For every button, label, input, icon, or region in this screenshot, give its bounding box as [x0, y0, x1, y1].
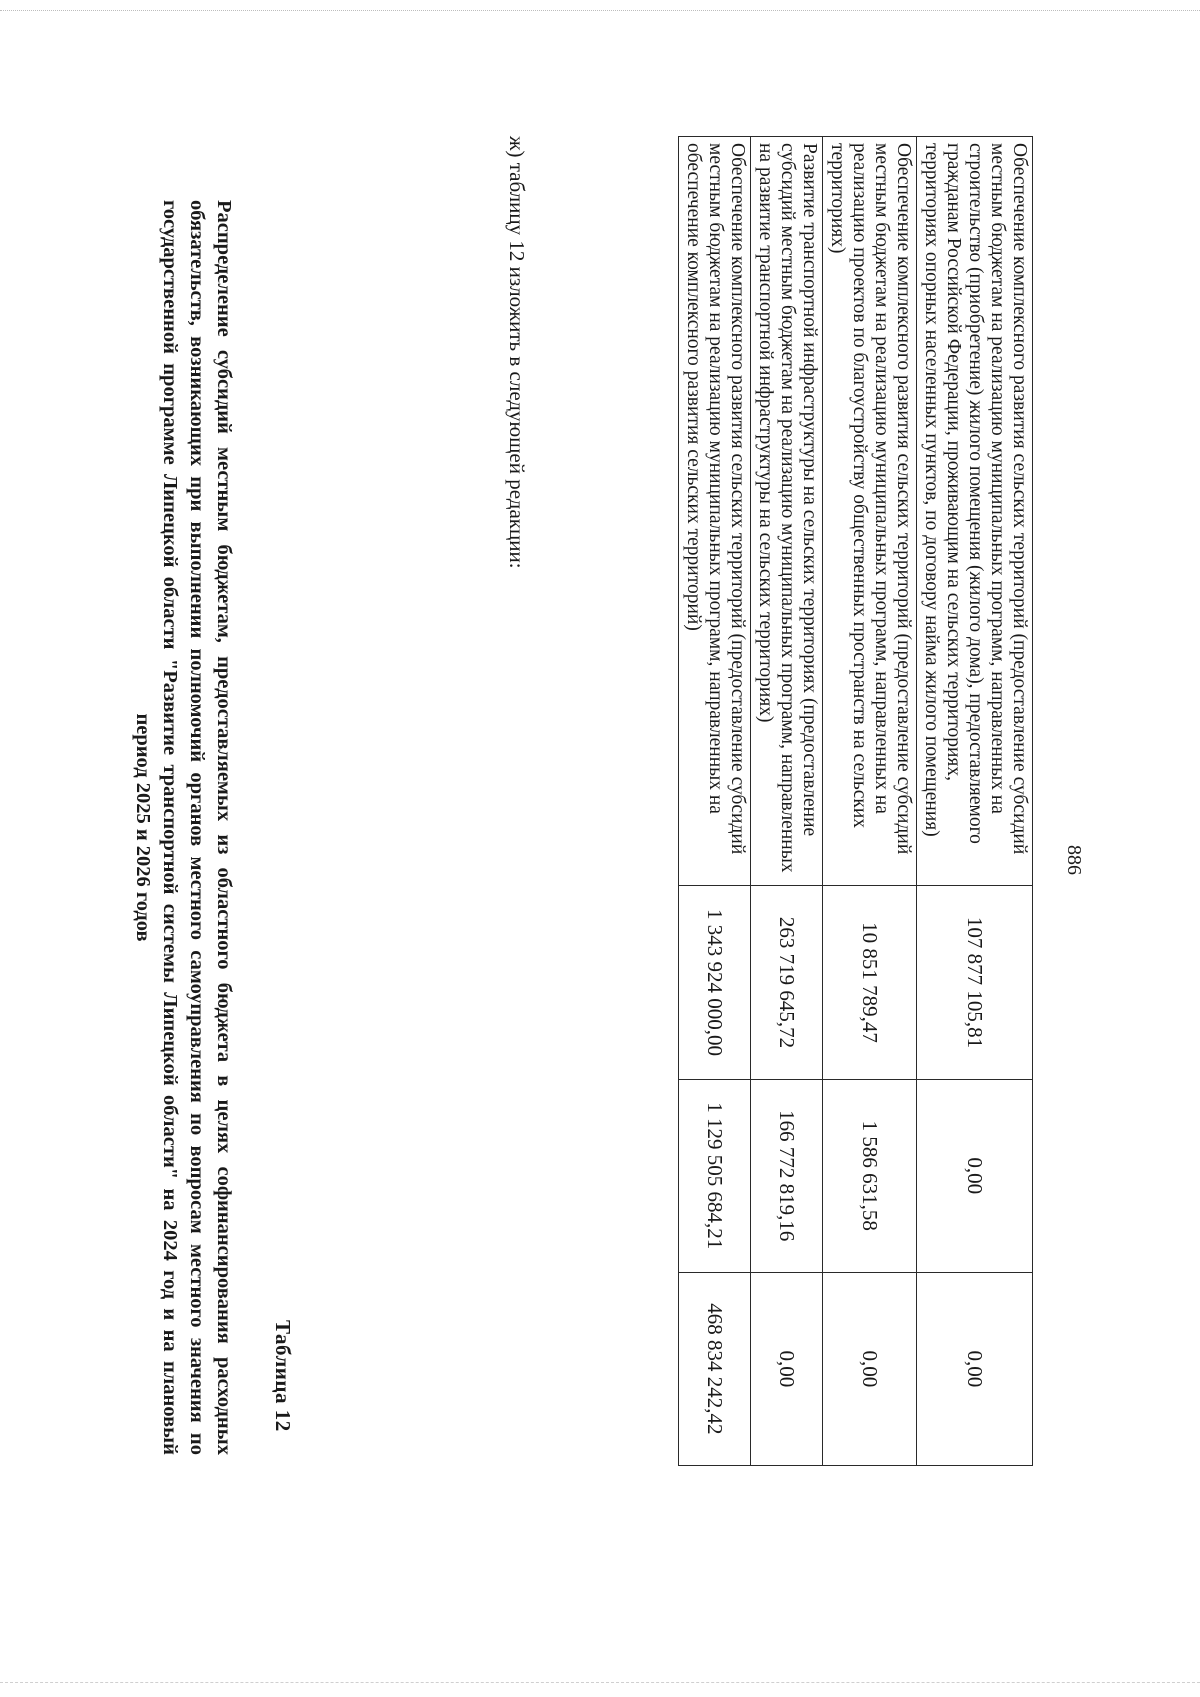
table-heading: Распределение субсидий местным бюджетам, предоставляемых из областного бюджета в целях софинансирования расходных обязательств, возникающих при выполнении полномочий органов местного самоуправления по вопросам местного значения по государственной программе Липецкой области "Развитие транспортной системы Липецкой области" на 2024 год и на плановый период 2025 и 2026 годов	[132, 200, 235, 1455]
value-2026: 468 834 242,42	[679, 1272, 751, 1465]
subsidy-table	[678, 136, 1033, 1466]
table-row	[751, 137, 823, 1466]
scan-edge-bottom	[0, 1682, 1200, 1683]
document-page	[35, 60, 1095, 1660]
value-2026: 0,00	[917, 1272, 1033, 1465]
table-label: Таблица 12	[271, 1320, 295, 1432]
value-2026: 0,00	[751, 1272, 823, 1465]
scan-edge-top	[0, 10, 1200, 11]
row-description: Развитие транспортной инфраструктуры на сельских территориях (предоставление субсидий местным бюджетам на реализацию муниципальных программ, направленных на развитие транспортной инфраструктуры на сельских территориях)	[751, 137, 823, 886]
value-2024: 10 851 789,47	[823, 886, 917, 1079]
table-row	[679, 137, 751, 1466]
value-2024: 107 877 105,81	[917, 886, 1033, 1079]
value-2025: 1 586 631,58	[823, 1079, 917, 1272]
table-row	[917, 137, 1033, 1466]
value-2025: 166 772 819,16	[751, 1079, 823, 1272]
page-number: 886	[1063, 845, 1085, 875]
row-description: Обеспечение комплексного развития сельских территорий (предоставление субсидий местным бюджетам на реализацию муниципальных программ, направленных на обеспечение комплексного развития сельских территорий)	[679, 137, 751, 886]
value-2026: 0,00	[823, 1272, 917, 1465]
row-description: Обеспечение комплексного развития сельских территорий (предоставление субсидий местным бюджетам на реализацию муниципальных программ, направленных на строительство (приобретение) жилого помещения (жилого дома), предоставляемого гражданам Российской Федерации, проживающим на сельских территориях, территориях опорных населенных пунктов, по договору найма жилого помещения)	[917, 137, 1033, 886]
row-description: Обеспечение комплексного развития сельских территорий (предоставление субсидий местным бюджетам на реализацию муниципальных программ, направленных на реализацию проектов по благоустройству общественных пространств на сельских территориях)	[823, 137, 917, 886]
table-row	[823, 137, 917, 1466]
value-2025: 1 129 505 684,21	[679, 1079, 751, 1272]
value-2024: 1 343 924 000,00	[679, 886, 751, 1079]
value-2024: 263 719 645,72	[751, 886, 823, 1079]
value-2025: 0,00	[917, 1079, 1033, 1272]
amendment-instruction: ж) таблицу 12 изложить в следующей редакции:	[505, 136, 529, 569]
